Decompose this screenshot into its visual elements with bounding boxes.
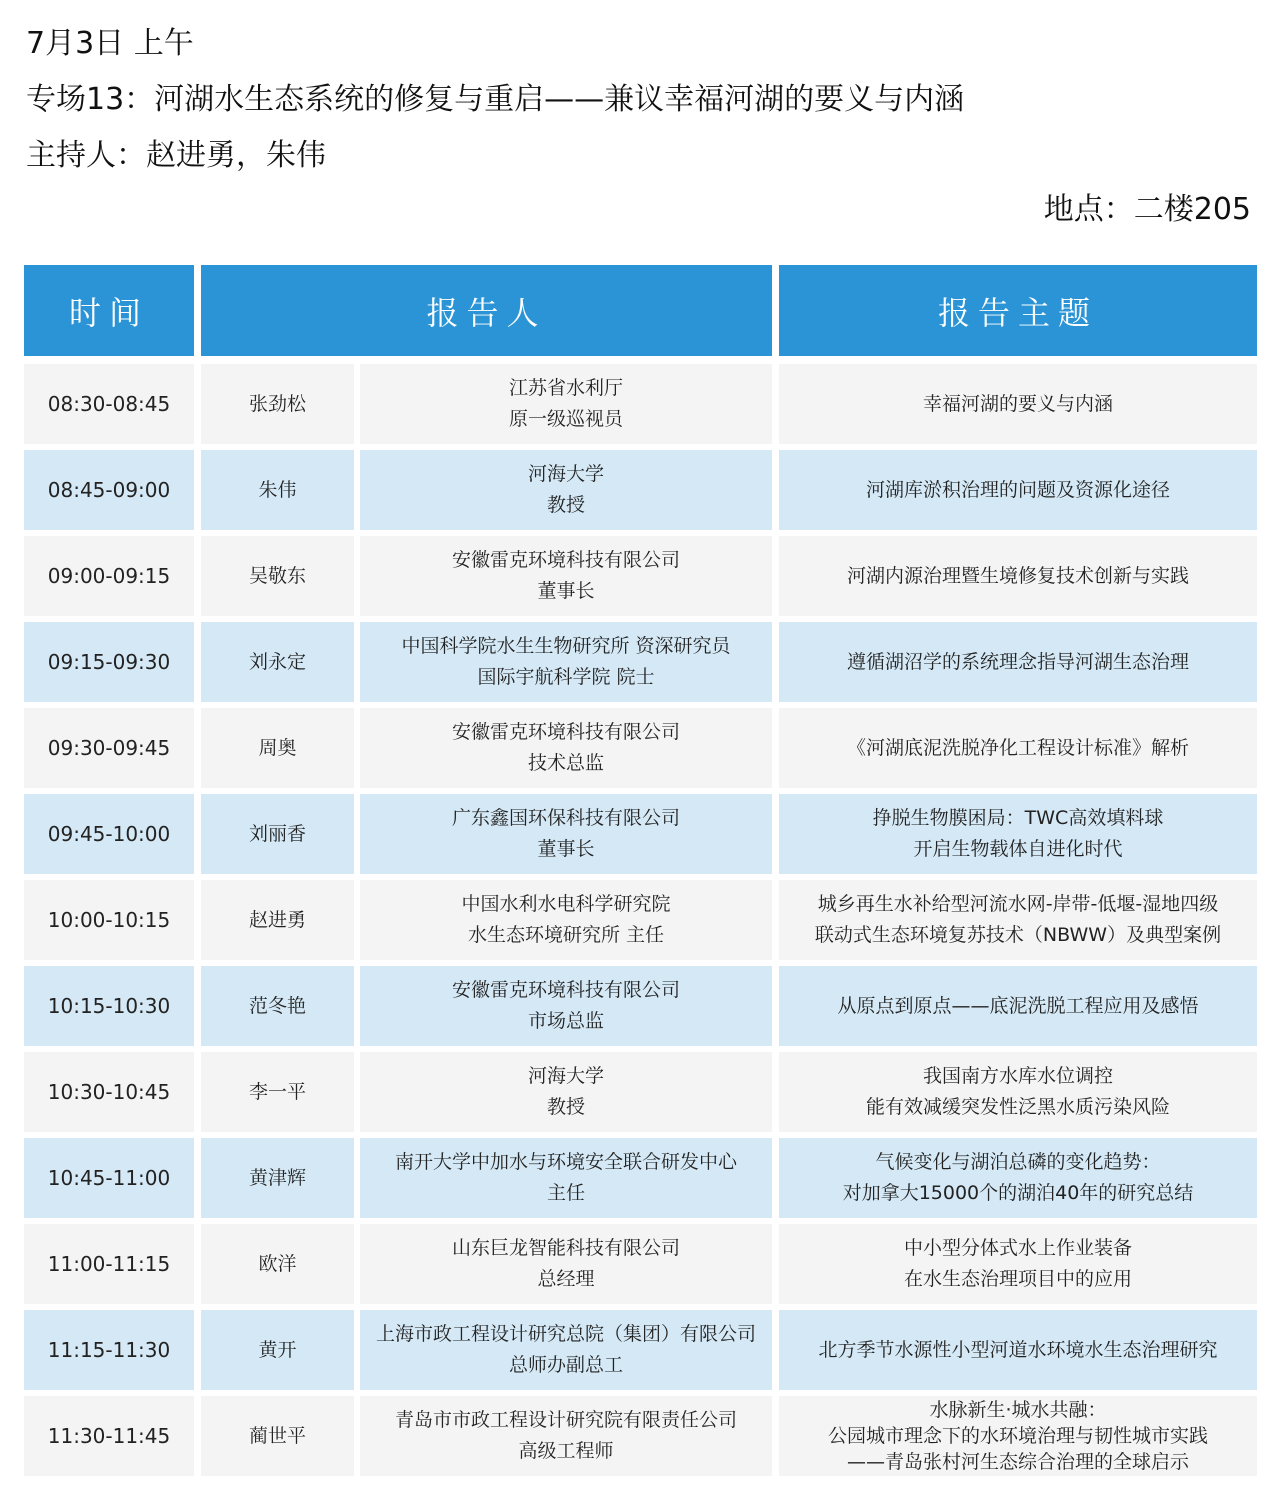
session-location: 地点：二楼205 [1043,192,1251,227]
affiliation-line: 安徽雷克环境科技有限公司 [451,721,680,743]
column-header-topic: 报告主题 [779,265,1257,356]
topic-line: 河湖内源治理暨生境修复技术创新与实践 [846,564,1189,587]
time-cell: 10:00-10:15 [24,880,194,960]
topic-cell [779,536,1257,616]
speaker-affiliation-cell [360,450,772,530]
topic-line: 《河湖底泥洗脱净化工程设计标准》解析 [846,736,1189,759]
time-cell: 09:45-10:00 [24,794,194,874]
speaker-affiliation-cell [360,966,772,1046]
topic-line: 我国南方水库水位调控 [922,1065,1113,1087]
table-row [24,1052,1257,1132]
table-row [24,536,1257,616]
topic-cell [779,966,1257,1046]
affiliation-line: 原一级巡视员 [508,408,623,430]
topic-line: 气候变化与湖泊总磷的变化趋势： [875,1151,1161,1173]
affiliation-line: 中国水利水电科学研究院 [461,893,671,915]
topic-line: 在水生态治理项目中的应用 [903,1268,1132,1290]
table-row [24,880,1257,960]
speaker-affiliation-cell [360,1396,772,1476]
time-cell: 08:45-09:00 [24,450,194,530]
affiliation-line: 水生态环境研究所 主任 [467,924,665,946]
time-cell: 09:15-09:30 [24,622,194,702]
topic-cell [779,622,1257,702]
speaker-affiliation-cell [360,1224,772,1304]
topic-line: ——青岛张村河生态综合治理的全球启示 [846,1451,1189,1473]
time-cell: 11:15-11:30 [24,1310,194,1390]
affiliation-line: 董事长 [537,838,595,860]
affiliation-line: 安徽雷克环境科技有限公司 [451,979,680,1001]
table-row [24,1396,1257,1476]
session-hosts: 主持人：赵进勇，朱伟 [26,138,326,173]
affiliation-line: 山东巨龙智能科技有限公司 [451,1237,680,1259]
time-cell: 11:00-11:15 [24,1224,194,1304]
speaker-name-cell: 欧洋 [201,1224,354,1304]
speaker-name-cell: 黄津辉 [201,1138,354,1218]
speaker-name-cell: 吴敬东 [201,536,354,616]
topic-cell [779,880,1257,960]
topic-line: 北方季节水源性小型河道水环境水生态治理研究 [818,1338,1218,1361]
affiliation-line: 国际宇航科学院 院士 [477,666,655,688]
topic-cell [779,1396,1257,1476]
affiliation-line: 广东鑫国环保科技有限公司 [451,807,680,829]
affiliation-line: 总师办副总工 [508,1354,623,1376]
speaker-affiliation-cell [360,708,772,788]
affiliation-line: 高级工程师 [518,1440,614,1462]
topic-line: 能有效减缓突发性泛黑水质污染风险 [865,1096,1170,1118]
affiliation-line: 中国科学院水生生物研究所 资深研究员 [401,635,731,657]
speaker-name-cell: 范冬艳 [201,966,354,1046]
table-row [24,708,1257,788]
affiliation-line: 河海大学 [527,463,604,485]
affiliation-line: 青岛市市政工程设计研究院有限责任公司 [394,1409,737,1431]
speaker-name-cell: 刘永定 [201,622,354,702]
table-row [24,1224,1257,1304]
topic-line: 中小型分体式水上作业装备 [903,1237,1132,1259]
speaker-affiliation-cell [360,364,772,444]
time-cell: 08:30-08:45 [24,364,194,444]
affiliation-line: 总经理 [537,1268,595,1290]
topic-cell [779,1224,1257,1304]
speaker-affiliation-cell [360,794,772,874]
time-cell: 10:30-10:45 [24,1052,194,1132]
time-cell: 10:45-11:00 [24,1138,194,1218]
speaker-affiliation-cell [360,1138,772,1218]
speaker-affiliation-cell [360,536,772,616]
topic-line: 幸福河湖的要义与内涵 [922,392,1113,415]
topic-line: 遵循湖沼学的系统理念指导河湖生态治理 [846,650,1189,673]
topic-line: 开启生物载体自进化时代 [913,838,1123,860]
table-row [24,622,1257,702]
affiliation-line: 上海市政工程设计研究总院（集团）有限公司 [375,1323,756,1345]
affiliation-line: 教授 [546,494,585,516]
speaker-affiliation-cell [360,622,772,702]
table-row [24,794,1257,874]
affiliation-line: 董事长 [537,580,595,602]
time-cell: 09:00-09:15 [24,536,194,616]
affiliation-line: 技术总监 [527,752,604,774]
topic-cell [779,450,1257,530]
topic-cell [779,1052,1257,1132]
table-row [24,364,1257,444]
speaker-affiliation-cell [360,1310,772,1390]
topic-line: 河湖库淤积治理的问题及资源化途径 [865,478,1170,501]
speaker-name-cell: 赵进勇 [201,880,354,960]
topic-line: 挣脱生物膜困局：TWC高效填料球 [872,807,1164,829]
topic-line: 水脉新生·城水共融： [929,1399,1107,1421]
topic-cell [779,1310,1257,1390]
affiliation-line: 主任 [546,1182,585,1204]
speaker-affiliation-cell [360,1052,772,1132]
topic-cell [779,1138,1257,1218]
speaker-affiliation-cell [360,880,772,960]
table-row [24,966,1257,1046]
topic-cell [779,708,1257,788]
speaker-name-cell: 刘丽香 [201,794,354,874]
column-header-speaker: 报告人 [201,265,772,356]
topic-line: 城乡再生水补给型河流水网-岸带-低堰-湿地四级 [817,893,1219,915]
session-date: 7月3日 上午 [26,26,194,61]
affiliation-line: 河海大学 [527,1065,604,1087]
speaker-name-cell: 蔺世平 [201,1396,354,1476]
speaker-name-cell: 周奥 [201,708,354,788]
speaker-name-cell: 黄开 [201,1310,354,1390]
time-cell: 10:15-10:30 [24,966,194,1046]
speaker-name-cell: 朱伟 [201,450,354,530]
topic-cell [779,364,1257,444]
affiliation-line: 江苏省水利厅 [508,377,623,399]
affiliation-line: 市场总监 [527,1010,604,1032]
topic-line: 公园城市理念下的水环境治理与韧性城市实践 [827,1425,1208,1447]
speaker-name-cell: 李一平 [201,1052,354,1132]
session-title: 专场13：河湖水生态系统的修复与重启——兼议幸福河湖的要义与内涵 [26,82,965,117]
topic-line: 对加拿大15000个的湖泊40年的研究总结 [842,1182,1194,1204]
speaker-name-cell: 张劲松 [201,364,354,444]
table-row [24,1310,1257,1390]
affiliation-line: 教授 [546,1096,585,1118]
time-cell: 11:30-11:45 [24,1396,194,1476]
topic-cell [779,794,1257,874]
affiliation-line: 安徽雷克环境科技有限公司 [451,549,680,571]
affiliation-line: 南开大学中加水与环境安全联合研发中心 [394,1151,737,1173]
topic-line: 联动式生态环境复苏技术（NBWW）及典型案例 [814,924,1222,946]
time-cell: 09:30-09:45 [24,708,194,788]
table-row [24,450,1257,530]
table-row [24,1138,1257,1218]
topic-line: 从原点到原点——底泥洗脱工程应用及感悟 [837,994,1199,1017]
column-header-time: 时间 [24,265,194,356]
